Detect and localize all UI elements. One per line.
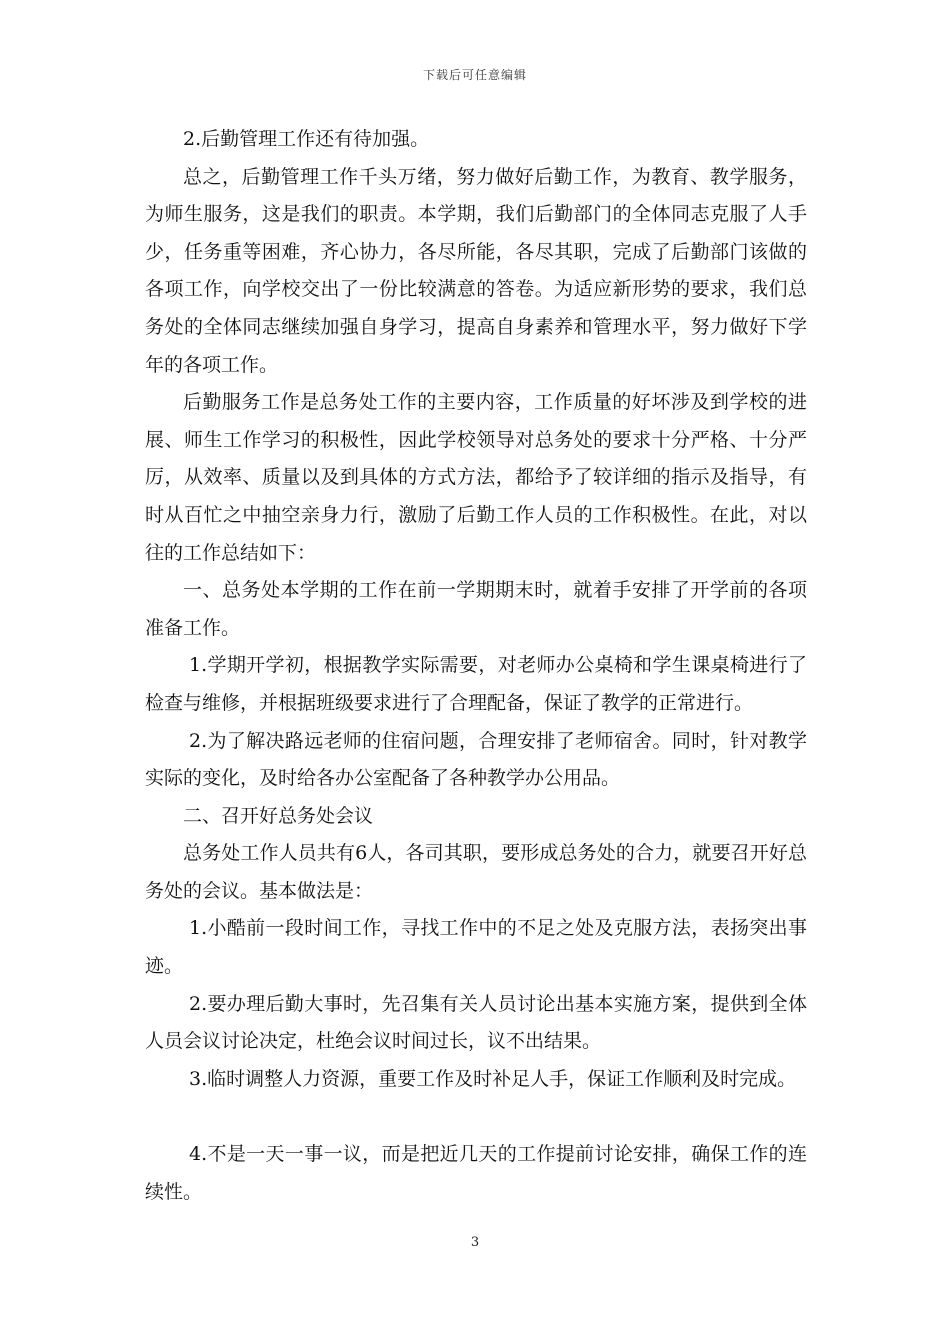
list-item-2-4: 4.不是一天一事一议，而是把近几天的工作提前讨论安排，确保工作的连续性。 — [145, 1143, 807, 1204]
list-item-2-1: 1.小酷前一段时间工作，寻找工作中的不足之处及克服方法，表扬突出事迹。 — [145, 917, 807, 978]
paragraph-service-intro: 后勤服务工作是总务处工作的主要内容，工作质量的好坏涉及到学校的进展、师生工作学习的积极性，因此学校领导对总务处的要求十分严格、十分严厉，从效率、质量以及到具体的方式方法，都给予了较详细的指示及指导，有时从百忙之中抽空亲身力行，激励了后勤工作人员的工作积极性。在此，对以往的工作总结如下： — [145, 391, 807, 564]
list-item-2-3: 3.临时调整人力资源，重要工作及时补足人手，保证工作顺利及时完成。 — [189, 1067, 797, 1090]
paragraph-management-note: 2.后勤管理工作还有待加强。 — [183, 128, 430, 150]
paragraph-meeting-intro: 总务处工作人员共有6人，各司其职，要形成总务处的合力，就要召开好总务处的会议。基本做法是： — [145, 842, 807, 902]
page-header: 下载后可任意编辑 — [422, 68, 527, 82]
document-body — [145, 121, 807, 1212]
page-number: 3 — [470, 1235, 480, 1250]
section-heading-2: 二、召开好总务处会议 — [183, 804, 374, 827]
section-heading-1: 一、总务处本学期的工作在前一学期期末时，就着手安排了开学前的各项准备工作。 — [145, 579, 807, 639]
list-item-1-2: 2.为了解决路远老师的住宿问题，合理安排了老师宿舍。同时，针对教学实际的变化，及时给各办公室配备了各种教学办公用品。 — [145, 729, 807, 790]
blank-line — [145, 1098, 807, 1136]
list-item-2-2: 2.要办理后勤大事时，先召集有关人员讨论出基本实施方案，提供到全体人员会议讨论决定，杜绝会议时间过长，议不出结果。 — [145, 992, 807, 1053]
list-item-1-1: 1.学期开学初，根据教学实际需要，对老师办公桌椅和学生课桌椅进行了检查与维修，并根据班级要求进行了合理配备，保证了教学的正常进行。 — [145, 654, 807, 714]
paragraph-summary: 总之，后勤管理工作千头万绪，努力做好后勤工作，为教育、教学服务，为师生服务，这是我们的职责。本学期，我们后勤部门的全体同志克服了人手少，任务重等困难，齐心协力，各尽所能，各尽其职，完成了后勤部门该做的各项工作，向学校交出了一份比较满意的答卷。为适应新形势的要求，我们总务处的全体同志继续加强自身学习，提高自身素养和管理水平，努力做好下学年的各项工作。 — [145, 165, 807, 376]
